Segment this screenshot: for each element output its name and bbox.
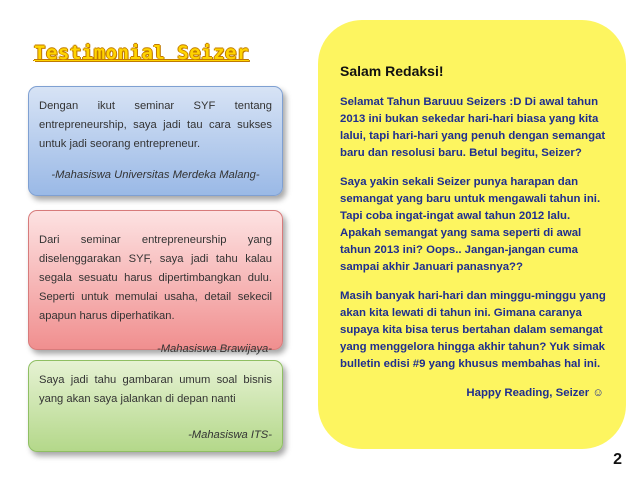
editorial-panel [318, 20, 626, 449]
testimonial-card [28, 210, 283, 355]
page-title: Testimonial Seizer [34, 42, 249, 64]
page-number: 2 [613, 451, 622, 468]
testimonial-attribution: -Mahasiswa ITS- [188, 429, 272, 441]
editorial-paragraph: Selamat Tahun Baruuu Seizers :D Di awal tahun 2013 ini bukan sekedar hari-hari biasa yang kita lalui, tapi hari-hari yang penuh dengan semangat baru dan resolusi baru. Betul begitu, Seizer? [340, 96, 606, 159]
testimonial-attribution: -Mahasiswa Brawijaya- [156, 343, 272, 355]
editorial-greeting: Salam Redaksi! [340, 63, 444, 79]
editorial-paragraph: Saya yakin sekali Seizer punya harapan dan semangat yang baru untuk mengawali tahun ini. Tapi coba ingat-ingat awal tahun 2012 lalu. Apakah semangat yang sama seperti di awal tahun 2013 ini? Oops.. Jangan-jangan cuma sampai akhir Januari panasnya?? [340, 176, 601, 273]
editorial-signoff: Happy Reading, Seizer ☺ [466, 387, 604, 399]
testimonial-quote: Saya jadi tahu gambaran umum soal bisnis yang akan saya jalankan di depan nanti [39, 374, 272, 405]
testimonial-card [28, 360, 283, 452]
testimonial-quote: Dengan ikut seminar SYF tentang entrepreneurship, saya jadi tau cara sukses untuk jadi seorang entrepreneur. [39, 100, 272, 150]
testimonial-attribution: -Mahasiswa Universitas Merdeka Malang- [51, 169, 260, 181]
testimonial-quote: Dari seminar entrepreneurship yang diselenggarakan SYF, saya jadi tahu kalau segala sesuatu harus dipertimbangkan dulu. Seperti untuk memulai usaha, detail sekecil apapun harus diperhatikan. [39, 234, 272, 322]
editorial-paragraph: Masih banyak hari-hari dan minggu-minggu yang akan kita lewati di tahun ini. Gimana caranya supaya kita bisa terus bertahan dalam semangat yang menggelora hingga akhir tahun? Yuk simak bulletin edisi #9 yang khusus membahas hal ini. [340, 290, 606, 370]
testimonial-card [28, 86, 283, 196]
